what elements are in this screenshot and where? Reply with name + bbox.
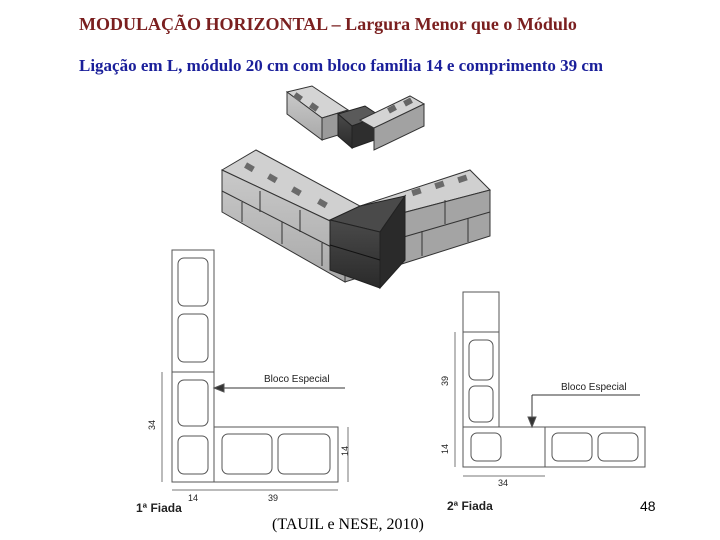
main-wall-blocks: [222, 150, 490, 288]
slide-title: MODULAÇÃO HORIZONTAL – Largura Menor que o Módulo: [79, 14, 577, 34]
dim-right-first: 14: [340, 445, 350, 456]
dim-vertical-first: 34: [147, 419, 157, 430]
page-number: 48: [640, 498, 656, 514]
caption-first-course: 1ª Fiada: [136, 501, 182, 515]
dim-bottom-second: 34: [498, 478, 509, 488]
callout-label-first: Bloco Especial: [264, 374, 330, 385]
slide-subtitle: Ligação em L, módulo 20 cm com bloco família 14 e comprimento 39 cm: [79, 56, 604, 75]
callout-label-second: Bloco Especial: [561, 382, 627, 393]
dim-bottom-long-first: 39: [268, 493, 279, 503]
citation: (TAUIL e NESE, 2010): [272, 516, 424, 533]
top-course-blocks: [287, 86, 424, 150]
dim-vertical-bottom-second: 14: [440, 443, 450, 454]
caption-second-course: 2ª Fiada: [447, 499, 493, 513]
dim-bottom-short-first: 14: [188, 493, 199, 503]
plan-drawing-first-course: [162, 250, 348, 490]
dim-vertical-top-second: 39: [440, 375, 450, 386]
